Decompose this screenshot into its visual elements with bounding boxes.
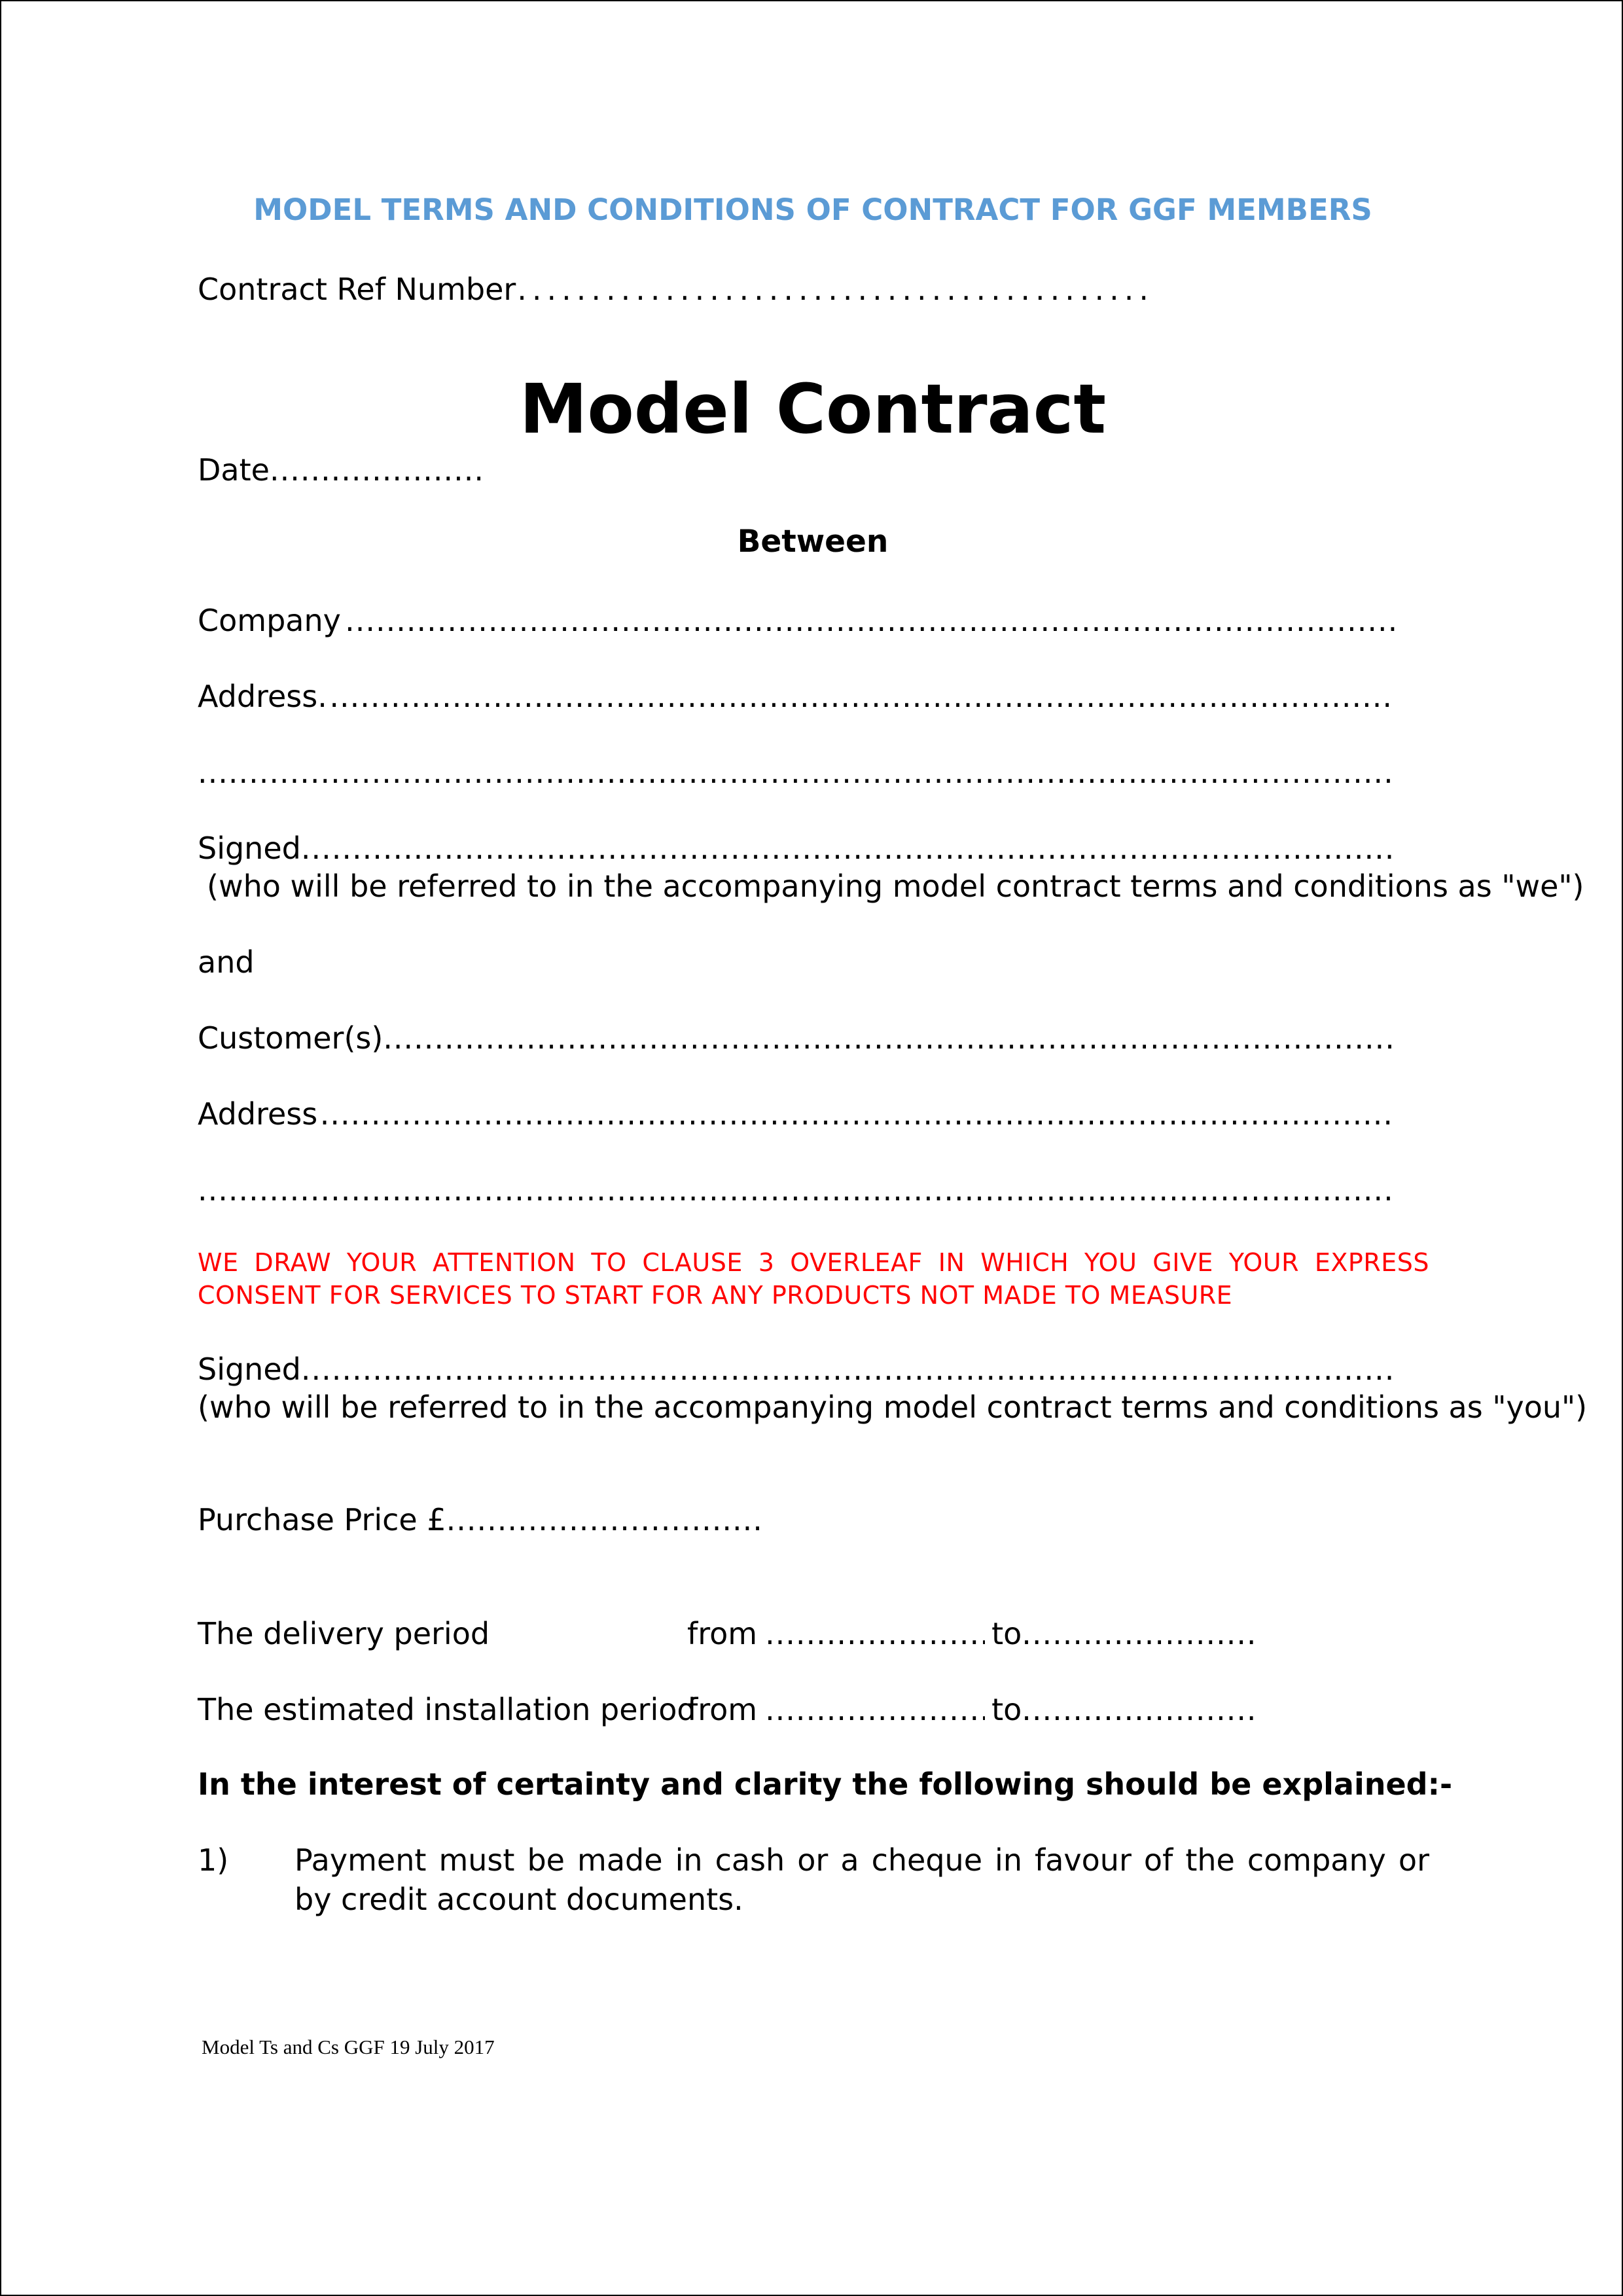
delivery-from-label: from [687, 1616, 758, 1651]
company-field [198, 601, 1395, 640]
company-signed-label: Signed [198, 831, 301, 866]
customer-signed-field [198, 1350, 1395, 1389]
customer-blank[interactable] [383, 1018, 1395, 1058]
item-text: Payment must be made in cash or a cheque in favour of the company or by credit account documents. [294, 1842, 1429, 1917]
contract-ref-blank[interactable] [517, 270, 1147, 309]
customer-signed-blank[interactable] [301, 1350, 1395, 1389]
purchase-price-label: Purchase Price £ [198, 1502, 446, 1537]
company-address-field [198, 677, 1395, 716]
company-label: Company [198, 603, 341, 638]
date-field [198, 450, 482, 490]
contract-ref-label: Contract Ref Number [198, 272, 516, 307]
installation-from-label: from [687, 1692, 758, 1727]
customer-signed-label: Signed [198, 1352, 301, 1387]
customer-label: Customer(s) [198, 1020, 383, 1056]
company-signed-blank[interactable] [301, 829, 1395, 868]
company-blank[interactable] [345, 601, 1395, 640]
installation-from-blank[interactable] [765, 1690, 985, 1729]
customer-address-field [198, 1094, 1395, 1134]
explain-heading: In the interest of certainty and clarity the following should be explained:- [198, 1767, 1453, 1802]
company-address-label: Address. [198, 679, 327, 714]
consent-warning: WE DRAW YOUR ATTENTION TO CLAUSE 3 OVERLEAF IN WHICH YOU GIVE YOUR EXPRESS CONSENT FOR SERVICES TO START FOR ANY PRODUCTS NOT MADE TO MEASURE [198, 1248, 1429, 1310]
installation-to-blank[interactable] [1022, 1690, 1260, 1729]
and-text: and [198, 944, 255, 980]
installation-to-label: to [991, 1692, 1022, 1727]
we-note: (who will be referred to in the accompanying model contract terms and conditions as "we") [207, 869, 1584, 904]
company-address-line-2 [198, 753, 1395, 792]
date-label: Date [198, 452, 270, 488]
document-header: MODEL TERMS AND CONDITIONS OF CONTRACT FOR GGF MEMBERS [253, 192, 1372, 227]
customer-address-label: Address [198, 1096, 318, 1132]
customer-address-blank[interactable] [320, 1094, 1395, 1134]
page-footer: Model Ts and Cs GGF 19 July 2017 [202, 2036, 495, 2058]
date-blank[interactable] [270, 450, 482, 490]
contract-ref-field [198, 270, 1147, 309]
customer-address-blank-2[interactable] [198, 1170, 1395, 1210]
page-title: Model Contract [519, 369, 1107, 449]
customer-field [198, 1018, 1395, 1058]
company-signed-field [198, 829, 1395, 868]
delivery-from-blank[interactable] [765, 1614, 985, 1653]
between-heading: Between [737, 524, 889, 560]
purchase-price-field [198, 1500, 760, 1539]
item-number: 1) [198, 1842, 229, 1878]
delivery-to-blank[interactable] [1022, 1614, 1260, 1653]
company-address-blank-2[interactable] [198, 753, 1395, 792]
customer-address-line-2 [198, 1170, 1395, 1210]
you-note: (who will be referred to in the accompanying model contract terms and conditions as "you") [198, 1390, 1588, 1425]
installation-period-range [687, 1690, 1260, 1729]
purchase-price-blank[interactable] [446, 1500, 760, 1539]
delivery-period-label: The delivery period [198, 1616, 490, 1651]
installation-period-label: The estimated installation period [198, 1692, 696, 1727]
delivery-period-range [687, 1614, 1260, 1653]
delivery-to-label: to [991, 1616, 1022, 1651]
company-address-blank[interactable] [329, 677, 1395, 716]
